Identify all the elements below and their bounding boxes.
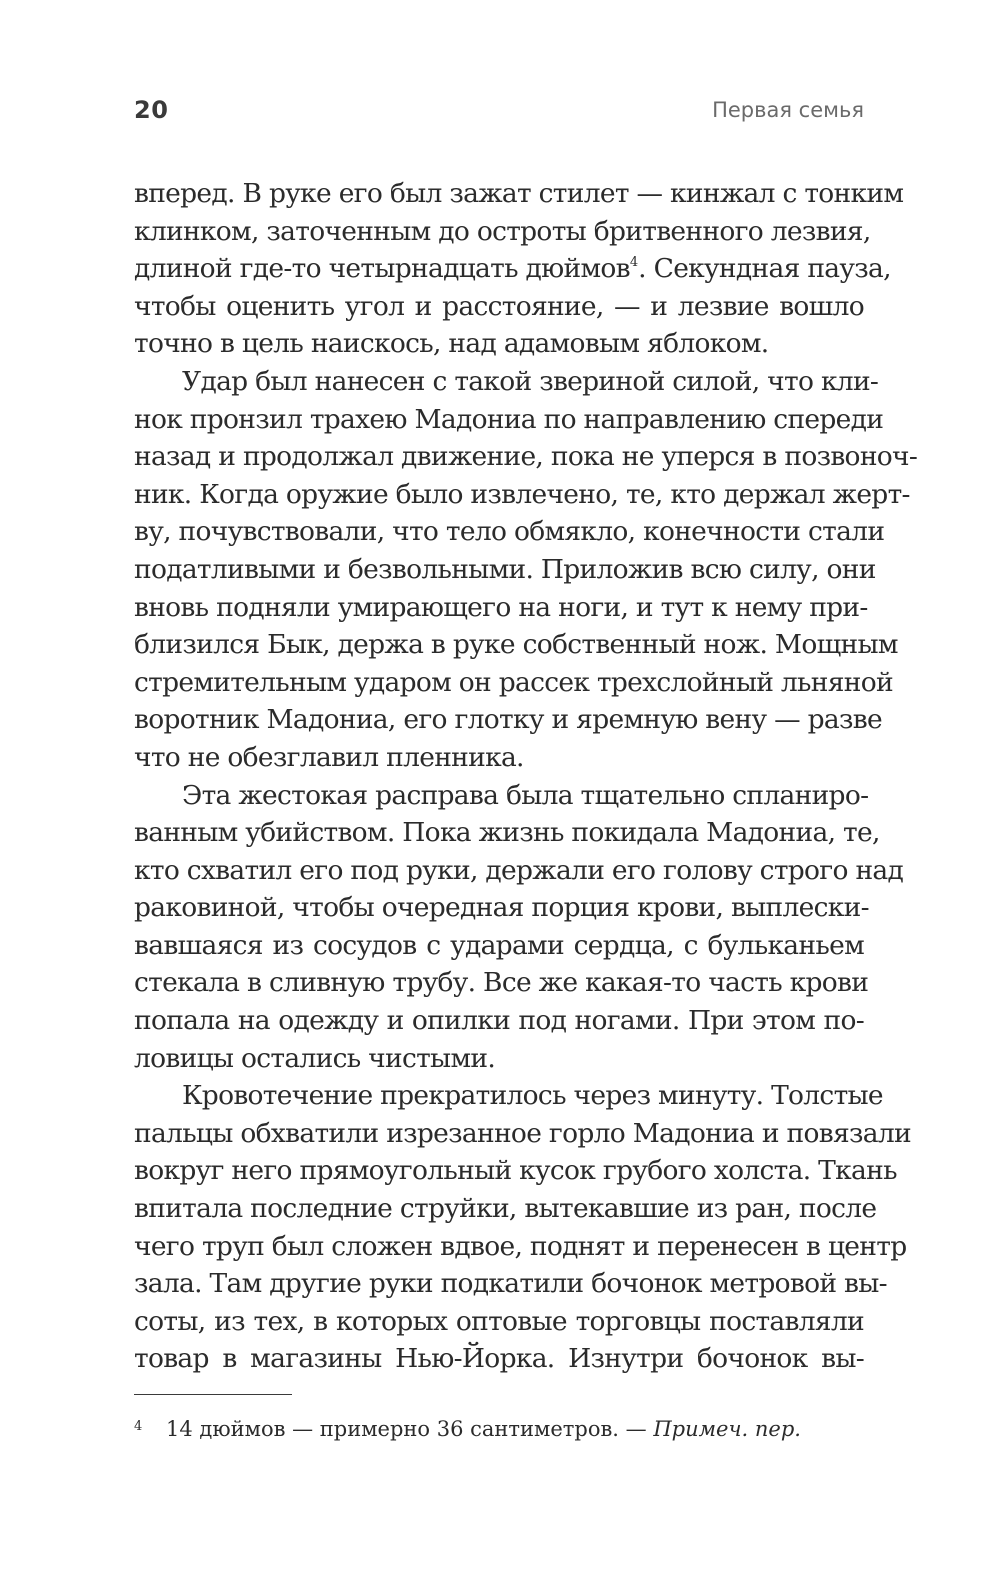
footnote-divider [134,1394,292,1395]
footnote-number: 4 [134,1419,143,1434]
text-line: соты, из тех, в которых оптовые торговцы поставляли [134,1305,864,1337]
page-header [134,96,864,136]
text-line: ник. Когда оружие было извлечено, те, кто держал жерт- [134,478,910,510]
text-line: ловицы остались чистыми. [134,1042,496,1074]
text-line: вперед. В руке его был зажат стилет — кинжал с тонким [134,178,904,209]
text-line-end: . Секундная пауза, [638,253,891,285]
text-line: пальцы обхватили изрезанное горло Мадониа и повязали [134,1117,911,1149]
text-line-with-footnote-ref [134,250,891,288]
text-line: податливыми и безвольными. Приложив всю силу, они [134,553,876,585]
text-line: Удар был нанесен с такой звериной силой, что кли- [182,365,879,397]
text-line: вокруг него прямоугольный кусок грубого холста. Ткань [134,1155,897,1187]
page-number: 20 [134,96,169,124]
text-line: что не обезглавил пленника. [134,741,524,773]
text-line: чего труп был сложен вдвое, поднят и перенесен в центр [134,1230,907,1262]
body-text [134,175,918,1378]
text-line: зала. Там другие руки подкатили бочонок метровой вы- [134,1268,887,1300]
text-line: клинком, заточенным до остроты бритвенного лезвия, [134,215,871,247]
text-line: нок пронзил трахею Мадониа по направлению спереди [134,403,884,435]
text-line: Эта жестокая расправа была тщательно спланиро- [182,779,869,811]
text-line: кто схватил его под руки, держали его голову строго над [134,854,904,886]
footnote-text [166,1415,801,1443]
text-line: точно в цель наискось, над адамовым яблоком. [134,328,769,360]
text-line: раковиной, чтобы очередная порция крови, выплески- [134,892,869,924]
text-line: близился Бык, держа в руке собственный нож. Мощным [134,629,898,661]
text-line-start: длиной где-то четырнадцать дюймов [134,253,630,285]
text-line: впитала последние струйки, вытекавшие из ран, после [134,1193,877,1225]
text-line: назад и продолжал движение, пока не уперся в позвоноч- [134,441,918,473]
text-line: вновь подняли умирающего на ноги, и тут к нему при- [134,591,868,623]
running-head: Первая семья [712,98,864,122]
text-line: ванным убийством. Пока жизнь покидала Мадониа, те, [134,817,880,849]
text-line: ву, почувствовали, что тело обмякло, конечности стали [134,516,885,548]
text-line: стремительным ударом он рассек трехслойный льняной [134,666,893,698]
text-line: воротник Мадониа, его глотку и яремную вену — разве [134,704,882,736]
translator-note: Примеч. пер. [653,1417,801,1441]
text-line: вавшаяся из сосудов с ударами сердца, с бульканьем [134,929,864,961]
text-line: стекала в сливную трубу. Все же какая-то часть крови [134,967,869,999]
text-line: Кровотечение прекратилось через минуту. Толстые [182,1080,883,1112]
text-line: товар в магазины Нью-Йорка. Изнутри бочонок вы- [134,1343,864,1375]
footnote-reference[interactable]: 4 [629,255,639,271]
footnote-body: 14 дюймов — примерно 36 сантиметров. — [166,1417,654,1441]
text-line: чтобы оценить угол и расстояние, — и лезвие вошло [134,290,864,322]
text-line: попала на одежду и опилки под ногами. При этом по- [134,1005,864,1037]
